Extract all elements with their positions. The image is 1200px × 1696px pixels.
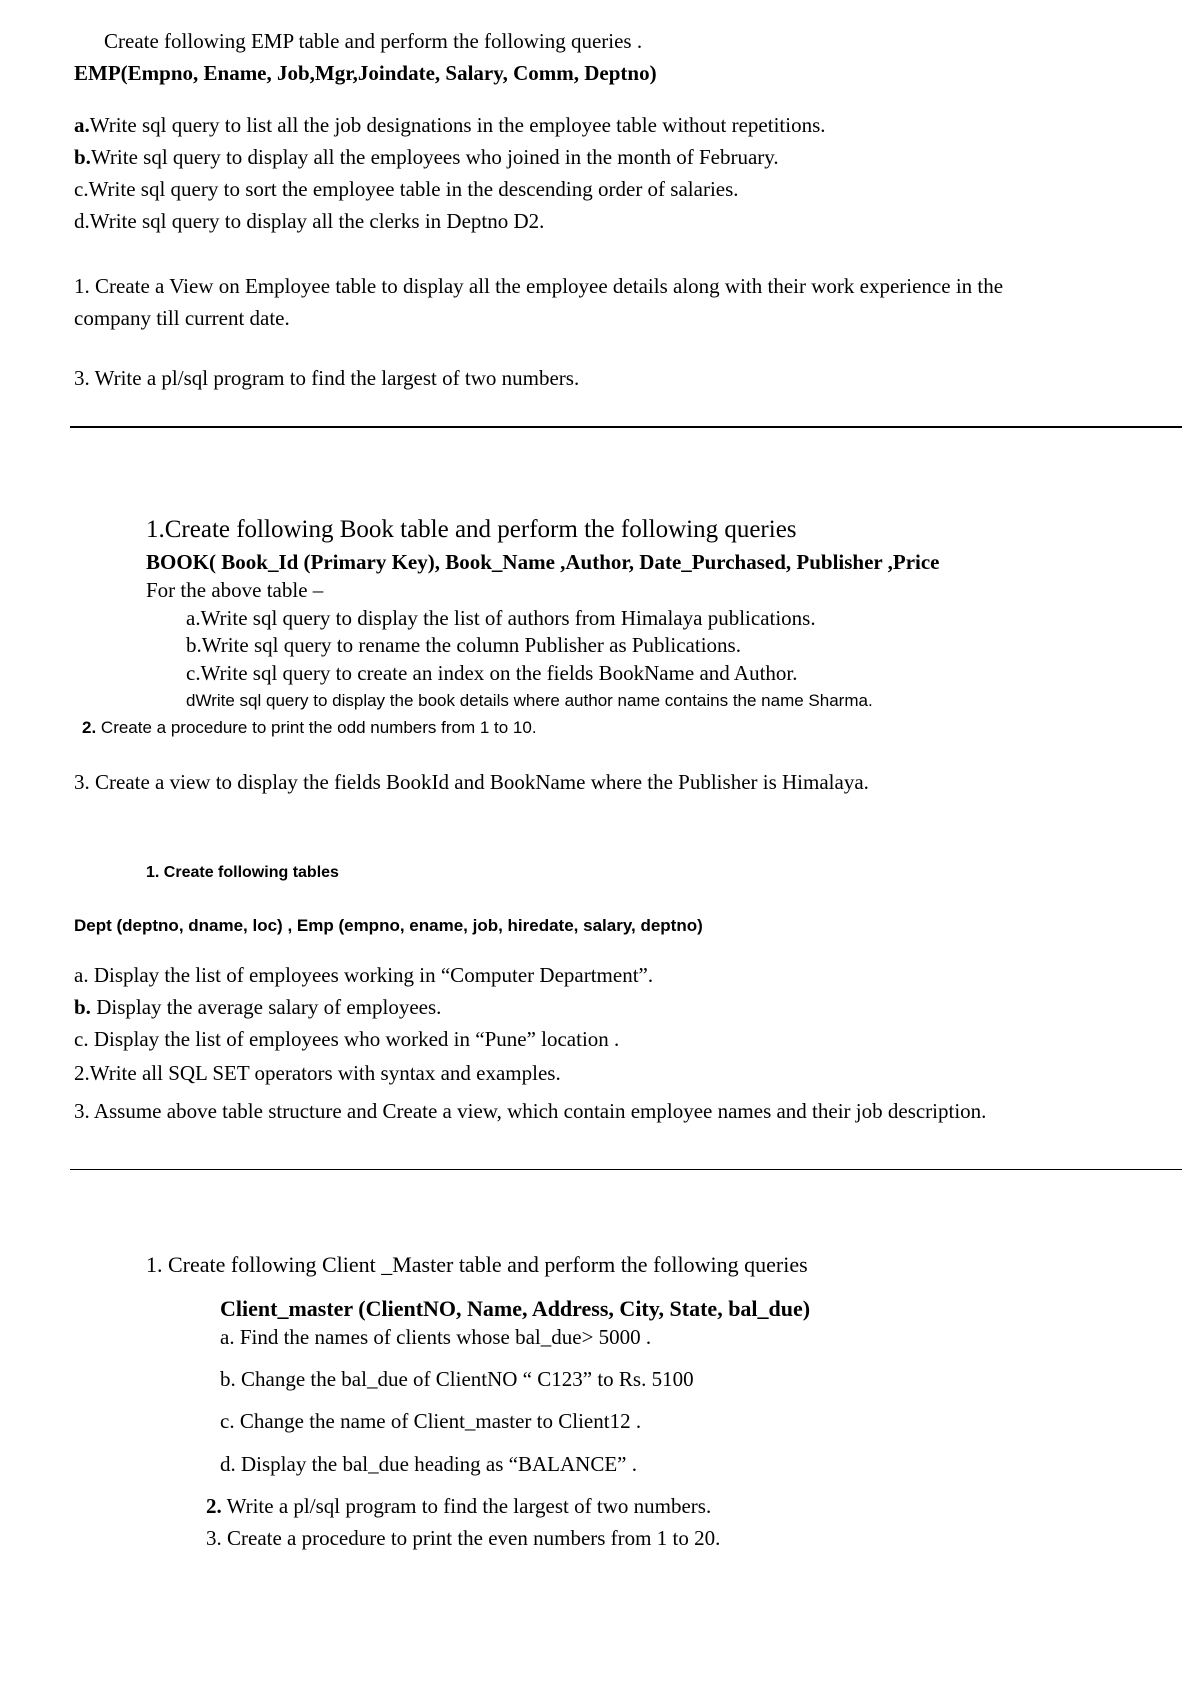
tables-query-c — [74, 1027, 619, 1051]
divider-1 — [70, 426, 1182, 428]
client-q2-text: Write a pl/sql program to find the largest of two numbers. — [221, 1494, 712, 1518]
emp-query-a — [74, 113, 826, 137]
emp-query-b — [74, 145, 779, 169]
client-query-c: c. Change the name of Client_master to Client12 . — [220, 1409, 642, 1433]
book-title: 1.Create following Book table and perform the following queries — [146, 516, 797, 543]
divider-2 — [70, 1169, 1182, 1170]
emp-intro: Create following EMP table and perform the following queries . — [104, 29, 643, 53]
book-query-d: dWrite sql query to display the book details where author name contains the name Sharma. — [186, 691, 873, 710]
book-query-c: c.Write sql query to create an index on the fields BookName and Author. — [186, 661, 798, 685]
emp-query-c — [74, 177, 739, 201]
client-query-d: d. Display the bal_due heading as “BALANCE” . — [220, 1452, 637, 1476]
client-schema: Client_master (ClientNO, Name, Address, City, State, bal_due) — [220, 1296, 811, 1321]
emp-query-c-label: c. — [74, 177, 89, 201]
emp-q1-line1: 1. Create a View on Employee table to display all the employee details along with their work experience in the — [74, 274, 1004, 298]
client-q2 — [206, 1494, 711, 1518]
tables-title: 1. Create following tables — [146, 864, 339, 881]
book-schema: BOOK( Book_Id (Primary Key), Book_Name ,Author, Date_Purchased, Publisher ,Price — [146, 550, 940, 574]
emp-q1-line2: company till current date. — [74, 306, 290, 330]
emp-schema: EMP(Empno, Ename, Job,Mgr,Joindate, Salary, Comm, Deptno) — [74, 61, 657, 85]
tables-query-a-label: a. — [74, 963, 89, 987]
emp-q3: 3. Write a pl/sql program to find the largest of two numbers. — [74, 366, 580, 390]
book-q2 — [82, 718, 537, 738]
tables-query-b-label: b. — [74, 995, 91, 1019]
client-q2-number: 2. — [206, 1494, 222, 1518]
tables-q2: 2.Write all SQL SET operators with syntax and examples. — [74, 1061, 561, 1085]
client-q3: 3. Create a procedure to print the even numbers from 1 to 20. — [206, 1526, 721, 1550]
tables-schema: Dept (deptno, dname, loc) , Emp (empno, ename, job, hiredate, salary, deptno) — [74, 916, 703, 935]
book-query-a: a.Write sql query to display the list of authors from Himalaya publications. — [186, 606, 816, 630]
book-q2-text: Create a procedure to print the odd numbers from 1 to 10. — [96, 718, 537, 737]
client-query-a: a. Find the names of clients whose bal_due> 5000 . — [220, 1325, 652, 1349]
emp-query-d — [74, 209, 544, 233]
emp-query-a-text: Write sql query to list all the job designations in the employee table without repetitions. — [89, 113, 826, 137]
emp-query-b-text: Write sql query to display all the employees who joined in the month of February. — [90, 145, 779, 169]
book-for-table: For the above table – — [146, 578, 324, 602]
client-title: 1. Create following Client _Master table and perform the following queries — [146, 1252, 808, 1277]
emp-query-d-text: Write sql query to display all the clerks in Deptno D2. — [89, 209, 545, 233]
tables-q3: 3. Assume above table structure and Create a view, which contain employee names and their job description. — [74, 1099, 987, 1123]
book-q2-number: 2. — [82, 718, 97, 737]
emp-query-d-label: d. — [74, 209, 90, 233]
tables-query-c-text: Display the list of employees who worked in “Pune” location . — [88, 1027, 620, 1051]
book-q3: 3. Create a view to display the fields BookId and BookName where the Publisher is Himalaya. — [74, 770, 869, 794]
client-query-b: b. Change the bal_due of ClientNO “ C123” to Rs. 5100 — [220, 1367, 694, 1391]
emp-query-b-label: b. — [74, 145, 91, 169]
tables-query-a-text: Display the list of employees working in “Computer Department”. — [88, 963, 654, 987]
book-query-b: b.Write sql query to rename the column Publisher as Publications. — [186, 633, 741, 657]
tables-query-c-label: c. — [74, 1027, 89, 1051]
emp-query-c-text: Write sql query to sort the employee table in the descending order of salaries. — [88, 177, 739, 201]
tables-query-b — [74, 995, 441, 1019]
emp-query-a-label: a. — [74, 113, 90, 137]
tables-query-a — [74, 963, 653, 987]
tables-query-b-text: Display the average salary of employees. — [90, 995, 442, 1019]
